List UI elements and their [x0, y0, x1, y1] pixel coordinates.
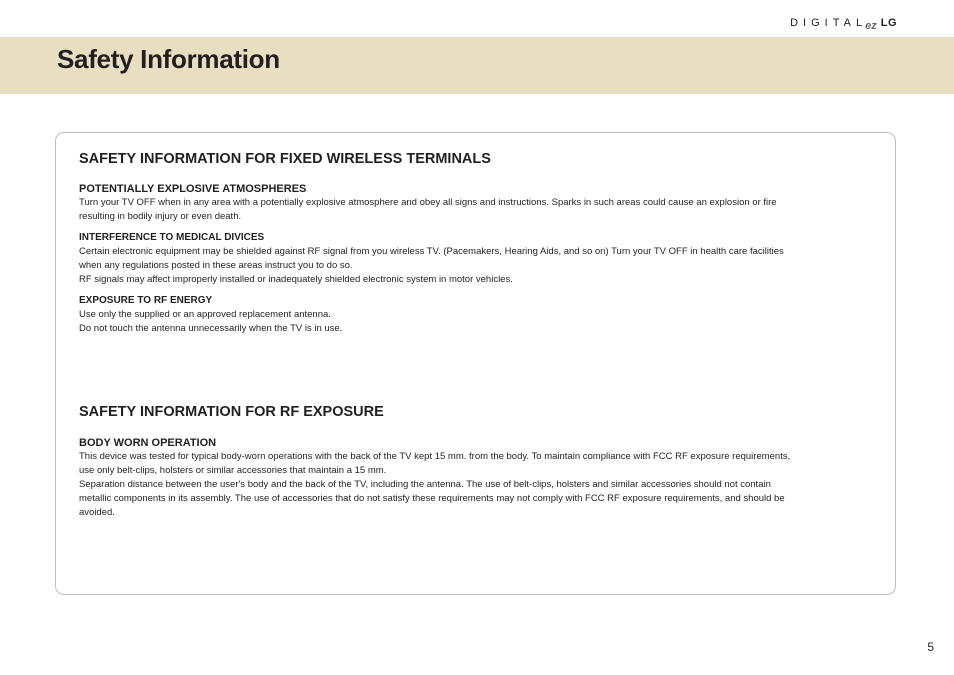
paragraph-line: resulting in bodily injury or even death.: [79, 211, 242, 222]
paragraph-line: avoided.: [79, 507, 115, 518]
paragraph-line: Separation distance between the user's body and the back of the TV, including the antenna. The use of belt-clips, holsters and similar accessories should not contain: [79, 479, 771, 490]
brand-ez-text: ez: [865, 20, 877, 32]
paragraph-line: Do not touch the antenna unnecessarily when the TV is in use.: [79, 323, 343, 334]
subsection-heading: BODY WORN OPERATION: [79, 437, 217, 449]
page-title: Safety Information: [57, 44, 280, 74]
section-title: SAFETY INFORMATION FOR FIXED WIRELESS TERMINALS: [79, 151, 491, 167]
subsection-heading: INTERFERENCE TO MEDICAL DIVICES: [79, 232, 265, 243]
page-number: 5: [927, 640, 934, 654]
brand-lg-text: LG: [880, 17, 897, 29]
section-fixed-wireless-terminals: [79, 151, 879, 336]
paragraph-line: Certain electronic equipment may be shielded against RF signal from you wireless TV. (Pacemakers, Hearing Aids, and so on) Turn your TV OFF in health care facilities: [79, 246, 784, 257]
brand-digital-text: DIGITAL: [790, 17, 868, 29]
section-rf-exposure: [79, 404, 879, 520]
subsection-heading: EXPOSURE TO RF ENERGY: [79, 295, 213, 306]
paragraph-line: when any regulations posted in these areas instruct you to do so.: [79, 260, 353, 271]
subsection-heading: POTENTIALLY EXPLOSIVE ATMOSPHERES: [79, 183, 307, 195]
paragraph-line: metallic components in its assembly. The use of accessories that do not satisfy these requirements may not comply with FCC RF exposure requirements, and should be: [79, 493, 785, 504]
paragraph-line: RF signals may affect improperly installed or inadequately shielded electronic system in motor vehicles.: [79, 274, 513, 285]
paragraph-line: Use only the supplied or an approved replacement antenna.: [79, 309, 331, 320]
section-title: SAFETY INFORMATION FOR RF EXPOSURE: [79, 404, 384, 420]
paragraph-line: use only belt-clips, holsters or similar accessories that maintain a 15 mm.: [79, 465, 387, 476]
paragraph-line: This device was tested for typical body-worn operations with the back of the TV kept 15 mm. from the body. To maintain compliance with FCC RF exposure requirements,: [79, 451, 791, 462]
brand-logo: [790, 17, 897, 32]
paragraph-line: Turn your TV OFF when in any area with a potentially explosive atmosphere and obey all signs and instructions. Sparks in such areas could cause an explosion or fire: [79, 197, 777, 208]
